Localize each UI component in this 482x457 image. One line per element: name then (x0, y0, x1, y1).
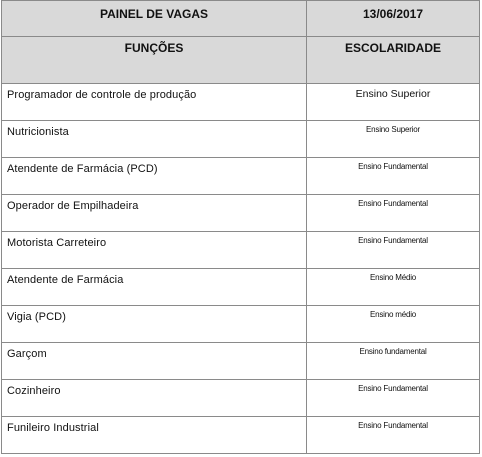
column-header-funcoes: FUNÇÕES (2, 37, 307, 84)
education-cell: Ensino Fundamental (307, 417, 480, 454)
table-row (2, 121, 480, 158)
table-row (2, 343, 480, 380)
table-row (2, 158, 480, 195)
table-row (2, 195, 480, 232)
table-row (2, 269, 480, 306)
job-title-cell: Garçom (2, 343, 307, 380)
job-title-cell: Motorista Carreteiro (2, 232, 307, 269)
job-title-cell: Nutricionista (2, 121, 307, 158)
job-title-cell: Funileiro Industrial (2, 417, 307, 454)
job-title-cell: Programador de controle de produção (2, 84, 307, 121)
education-cell: Ensino Fundamental (307, 195, 480, 232)
table-row (2, 306, 480, 343)
title-row (2, 1, 480, 37)
job-title-cell: Vigia (PCD) (2, 306, 307, 343)
education-cell: Ensino médio (307, 306, 480, 343)
job-title-cell: Cozinheiro (2, 380, 307, 417)
table-row (2, 380, 480, 417)
table-row (2, 84, 480, 121)
education-cell: Ensino Fundamental (307, 232, 480, 269)
education-cell: Ensino Fundamental (307, 380, 480, 417)
job-title-cell: Operador de Empilhadeira (2, 195, 307, 232)
panel-title: PAINEL DE VAGAS (2, 1, 307, 37)
panel-date: 13/06/2017 (307, 1, 480, 37)
job-title-cell: Atendente de Farmácia (2, 269, 307, 306)
education-cell: Ensino fundamental (307, 343, 480, 380)
column-header-escolaridade: ESCOLARIDADE (307, 37, 480, 84)
education-cell: Ensino Médio (307, 269, 480, 306)
column-header-row (2, 37, 480, 84)
education-cell: Ensino Fundamental (307, 158, 480, 195)
education-cell: Ensino Superior (307, 121, 480, 158)
job-openings-table (1, 0, 480, 454)
job-title-cell: Atendente de Farmácia (PCD) (2, 158, 307, 195)
table-row (2, 417, 480, 454)
education-cell: Ensino Superior (307, 84, 480, 121)
table-row (2, 232, 480, 269)
